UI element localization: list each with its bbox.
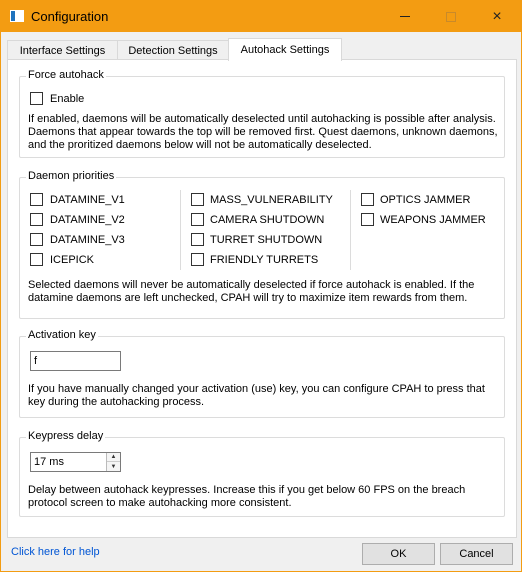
column-divider xyxy=(350,190,351,270)
daemon-label: ICEPICK xyxy=(50,254,95,266)
daemon-checkbox-turret-shutdown[interactable] xyxy=(191,233,204,246)
daemon-label: TURRET SHUTDOWN xyxy=(210,234,323,246)
spin-down-icon[interactable]: ▼ xyxy=(107,462,120,471)
daemon-label: DATAMINE_V1 xyxy=(50,194,125,206)
daemon-checkbox-friendly-turrets[interactable] xyxy=(191,253,204,266)
ok-label: OK xyxy=(390,548,407,560)
daemon-checkbox-weapons-jammer[interactable] xyxy=(361,213,374,226)
group-title: Keypress delay xyxy=(28,430,104,442)
tab-label: Detection Settings xyxy=(128,44,218,57)
daemon-label: CAMERA SHUTDOWN xyxy=(210,214,325,226)
spinbox-arrows xyxy=(106,453,120,471)
daemon-checkbox-datamine-v2[interactable] xyxy=(30,213,43,226)
keypress-delay-spinbox[interactable] xyxy=(30,452,121,472)
minimize-button[interactable] xyxy=(382,1,428,32)
group-title: Daemon priorities xyxy=(28,170,115,182)
close-button[interactable] xyxy=(474,1,520,32)
column-divider xyxy=(180,190,181,270)
maximize-icon xyxy=(446,12,456,22)
daemon-label: DATAMINE_V2 xyxy=(50,214,125,226)
spin-up-icon[interactable]: ▲ xyxy=(107,453,120,462)
keypress-delay-value: 17 ms xyxy=(34,456,64,468)
tab-label: Interface Settings xyxy=(19,44,106,57)
group-title: Force autohack xyxy=(28,69,104,81)
daemon-checkbox-datamine-v1[interactable] xyxy=(30,193,43,206)
activation-key-description: If you have manually changed your activation (use) key, you can configure CPAH to press that key during the autohacking process. xyxy=(28,383,485,408)
daemon-checkbox-camera-shutdown[interactable] xyxy=(191,213,204,226)
enable-checkbox[interactable] xyxy=(30,92,43,105)
daemon-label: MASS_VULNERABILITY xyxy=(210,194,333,206)
activation-key-group xyxy=(19,329,505,418)
keypress-delay-group xyxy=(19,430,505,517)
daemon-checkbox-icepick[interactable] xyxy=(30,253,43,266)
daemon-label: OPTICS JAMMER xyxy=(380,194,471,206)
daemon-checkbox-datamine-v3[interactable] xyxy=(30,233,43,246)
keypress-delay-description: Delay between autohack keypresses. Increase this if you get below 60 FPS on the breach protocol screen to make autohacking more consistent. xyxy=(28,484,466,509)
tab-label: Autohack Settings xyxy=(240,44,330,56)
daemon-priorities-description: Selected daemons will never be automatically deselected if force autohack is enabled. If the datamine daemons are left unchecked, CPAH will try to maximize item rewards from them. xyxy=(28,279,475,304)
maximize-button[interactable] xyxy=(428,1,474,32)
ok-button[interactable] xyxy=(362,543,435,565)
app-window-icon xyxy=(10,10,24,22)
minimize-icon xyxy=(400,16,410,17)
tab-detection-settings[interactable] xyxy=(117,40,229,60)
enable-label: Enable xyxy=(50,93,85,105)
tab-autohack-settings[interactable] xyxy=(228,38,342,61)
daemon-checkbox-mass-vulnerability[interactable] xyxy=(191,193,204,206)
cancel-label: Cancel xyxy=(459,548,494,560)
help-link[interactable]: Click here for help xyxy=(11,546,100,558)
daemon-label: FRIENDLY TURRETS xyxy=(210,254,319,266)
title-bar[interactable] xyxy=(1,1,521,32)
window-title: Configuration xyxy=(31,9,109,24)
force-autohack-description: If enabled, daemons will be automatically deselected until autohacking is possible after analysis. Daemons that appear towards the top will be removed first. Quest daemons, unknown daemons, and the proritized daemons below will not be automatically deselected. xyxy=(28,113,498,151)
daemon-label: WEAPONS JAMMER xyxy=(380,214,486,226)
tab-interface-settings[interactable] xyxy=(7,40,118,60)
autohack-settings-panel xyxy=(7,59,517,538)
daemon-label: DATAMINE_V3 xyxy=(50,234,125,246)
force-autohack-group xyxy=(19,69,505,158)
daemon-priorities-group xyxy=(19,170,505,319)
daemon-checkbox-optics-jammer[interactable] xyxy=(361,193,374,206)
cancel-button[interactable] xyxy=(440,543,513,565)
group-title: Activation key xyxy=(28,329,96,341)
activation-key-input[interactable] xyxy=(30,351,121,371)
close-icon: × xyxy=(492,7,502,25)
